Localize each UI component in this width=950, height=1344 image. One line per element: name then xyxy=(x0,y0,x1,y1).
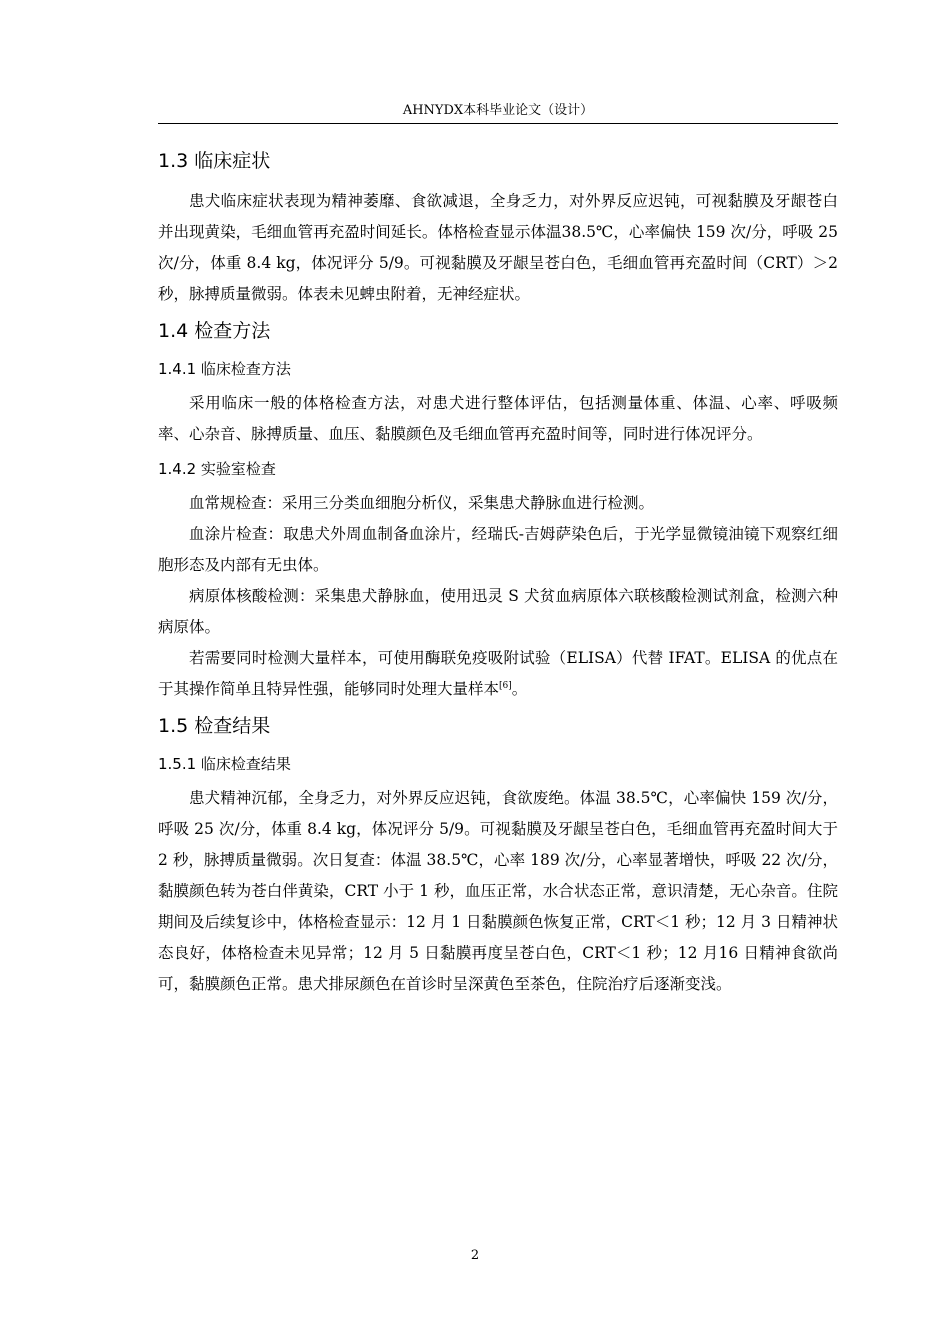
section-1-4-2-heading: 1.4.2 实验室检查 xyxy=(158,460,276,478)
document-body xyxy=(158,146,838,1006)
page-header: AHNYDX本科毕业论文（设计） xyxy=(158,102,838,124)
elisa-paragraph xyxy=(158,643,838,705)
blood-routine-paragraph: 血常规检查：采用三分类血细胞分析仪，采集患犬静脉血进行检测。 xyxy=(189,494,655,512)
section-1-4-heading: 1.4 检查方法 xyxy=(158,320,271,342)
section-1-4-1-heading: 1.4.1 临床检查方法 xyxy=(158,360,291,378)
section-1-3-heading: 1.3 临床症状 xyxy=(158,150,271,172)
elisa-text: 若需要同时检测大量样本，可使用酶联免疫吸附试验（ELISA）代替 IFAT。ELISA 的优点在于其操作简单且特异性强，能够同时处理大量样本 xyxy=(158,649,838,698)
section-1-4-1-paragraph: 采用临床一般的体格检查方法，对患犬进行整体评估，包括测量体重、体温、心率、呼吸频率、心杂音、脉搏质量、血压、黏膜颜色及毛细血管再充盈时间等，同时进行体况评分。 xyxy=(158,394,838,443)
section-1-5-1-paragraph: 患犬精神沉郁，全身乏力，对外界反应迟钝，食欲废绝。体温 38.5℃，心率偏快 159 次/分，呼吸 25 次/分，体重 8.4 kg，体况评分 5/9。可视黏膜及牙龈呈苍白色，毛细血管再充盈时间大于 2 秒，脉搏质量微弱。次日复查：体温 38.5℃，心率 189 次/分，心率显著增快，呼吸 22 次/分，黏膜颜色转为苍白伴黄染，CRT 小于 1 秒，血压正常，水合状态正常，意识清楚，无心杂音。住院期间及后续复诊中，体格检查显示：12 月 1 日黏膜颜色恢复正常，CRT＜1 秒；12 月 3 日精神状态良好，体格检查未见异常；12 月 5 日黏膜再度呈苍白色，CRT＜1 秒；12 月16 日精神食欲尚可，黏膜颜色正常。患犬排尿颜色在首诊时呈深黄色至茶色，住院治疗后逐渐变浅。 xyxy=(158,789,838,993)
nucleic-acid-paragraph: 病原体核酸检测：采集患犬静脉血，使用迅灵 S 犬贫血病原体六联核酸检测试剂盒，检测六种病原体。 xyxy=(158,587,838,636)
citation-ref: [6] xyxy=(499,680,512,691)
section-1-5-1-heading: 1.5.1 临床检查结果 xyxy=(158,755,291,773)
page-number: 2 xyxy=(470,1248,480,1263)
section-1-5-heading: 1.5 检查结果 xyxy=(158,715,271,737)
blood-smear-paragraph: 血涂片检查：取患犬外周血制备血涂片，经瑞氏-吉姆萨染色后，于光学显微镜油镜下观察红细胞形态及内部有无虫体。 xyxy=(158,525,838,574)
elisa-end: 。 xyxy=(511,680,528,698)
section-1-3-paragraph: 患犬临床症状表现为精神萎靡、食欲减退，全身乏力，对外界反应迟钝，可视黏膜及牙龈苍白并出现黄染，毛细血管再充盈时间延长。体格检查显示体温38.5℃，心率偏快 159 次/分，呼吸 25 次/分，体重 8.4 kg，体况评分 5/9。可视黏膜及牙龈呈苍白色，毛细血管再充盈时间（CRT）＞2 秒，脉搏质量微弱。体表未见蜱虫附着，无神经症状。 xyxy=(158,192,838,303)
